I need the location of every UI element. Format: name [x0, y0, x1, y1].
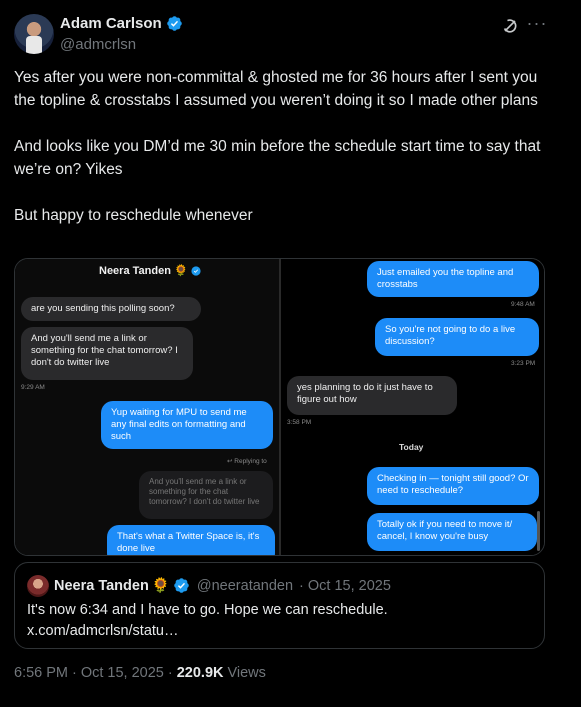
verified-badge-icon: [173, 577, 190, 594]
quoted-header: [54, 577, 391, 594]
verified-badge-icon: [191, 266, 201, 276]
dm-screenshot-left: [15, 259, 279, 556]
verified-badge-icon: [166, 15, 183, 32]
grok-icon[interactable]: [500, 16, 520, 36]
quoted-text-line: It's now 6:34 and I have to go. Hope we can reschedule.: [27, 602, 388, 618]
tweet-time[interactable]: 6:56 PM: [14, 665, 68, 681]
tweet-paragraph: And looks like you DM’d me 30 min before the schedule start time to say that we’re on? Yikes: [14, 138, 541, 178]
dm-timestamp: 3:23 PM: [511, 360, 536, 367]
tweet-date[interactable]: Oct 15, 2025: [80, 665, 164, 681]
dm-message: are you sending this polling soon?: [21, 297, 201, 321]
dm-message: Yup waiting for MPU to send me any final edits on formatting and such: [101, 401, 273, 449]
dm-message: yes planning to do it just have to figure out how: [287, 376, 457, 415]
avatar[interactable]: [14, 14, 54, 54]
dm-screenshot-right: [281, 259, 545, 556]
dm-replying-label: ↩ Replying to: [227, 458, 267, 465]
dm-timestamp: 3:58 PM: [287, 419, 312, 426]
dm-quoted-message: And you'll send me a link or something for the chat tomorrow? I don't do twitter live: [139, 471, 273, 519]
tweet-media-image[interactable]: [14, 258, 545, 556]
quoted-avatar[interactable]: [27, 575, 49, 597]
dm-timestamp: 9:29 AM: [21, 384, 45, 391]
dm-contact-header: [99, 264, 201, 277]
views-label: Views: [227, 665, 266, 681]
more-icon[interactable]: ···: [526, 13, 548, 33]
dm-message: Just emailed you the topline and crosstabs: [367, 261, 539, 297]
footer-separator: ·: [72, 665, 77, 681]
quoted-text: [27, 600, 532, 642]
footer-separator: ·: [167, 665, 173, 681]
author-name-row: [60, 15, 183, 32]
dm-message: Totally ok if you need to move it/ cancel, I know you're busy: [367, 513, 537, 551]
dm-contact-name: Neera Tanden: [99, 264, 171, 277]
dm-replying-text: Replying to: [234, 458, 267, 465]
tweet-footer: [14, 665, 266, 681]
dm-message: That's what a Twitter Space is, it's done live: [107, 525, 275, 556]
tweet-paragraph: But happy to reschedule whenever: [14, 207, 253, 224]
quoted-tweet[interactable]: [14, 562, 545, 649]
dm-message: And you'll send me a link or something for the chat tomorrow? I don't do twitter live: [21, 327, 193, 380]
dm-message: Checking in — tonight still good? Or need to reschedule?: [367, 467, 539, 505]
dm-date-divider: Today: [399, 442, 424, 452]
author-handle[interactable]: @admcrlsn: [60, 36, 137, 53]
quoted-link[interactable]: x.com/admcrlsn/statu…: [27, 623, 179, 639]
sunflower-emoji: 🌻: [151, 578, 170, 594]
views-count[interactable]: 220.9K: [176, 665, 224, 681]
media-scrollbar: [537, 511, 540, 551]
quoted-author-handle[interactable]: @neeratanden: [196, 577, 294, 594]
tweet-paragraph: Yes after you were non-committal & ghosted me for 36 hours after I sent you the topline & crosstabs I assumed you weren’t doing it so I made other plans: [14, 69, 538, 109]
dm-message: So you're not going to do a live discussion?: [375, 318, 539, 356]
quoted-author-name[interactable]: Neera Tanden: [54, 577, 149, 594]
sunflower-emoji: 🌻: [173, 265, 188, 277]
author-name[interactable]: Adam Carlson: [60, 15, 162, 32]
tweet-text: [14, 66, 554, 250]
dm-timestamp: 9:48 AM: [511, 301, 535, 308]
quoted-date: · Oct 15, 2025: [299, 577, 391, 594]
